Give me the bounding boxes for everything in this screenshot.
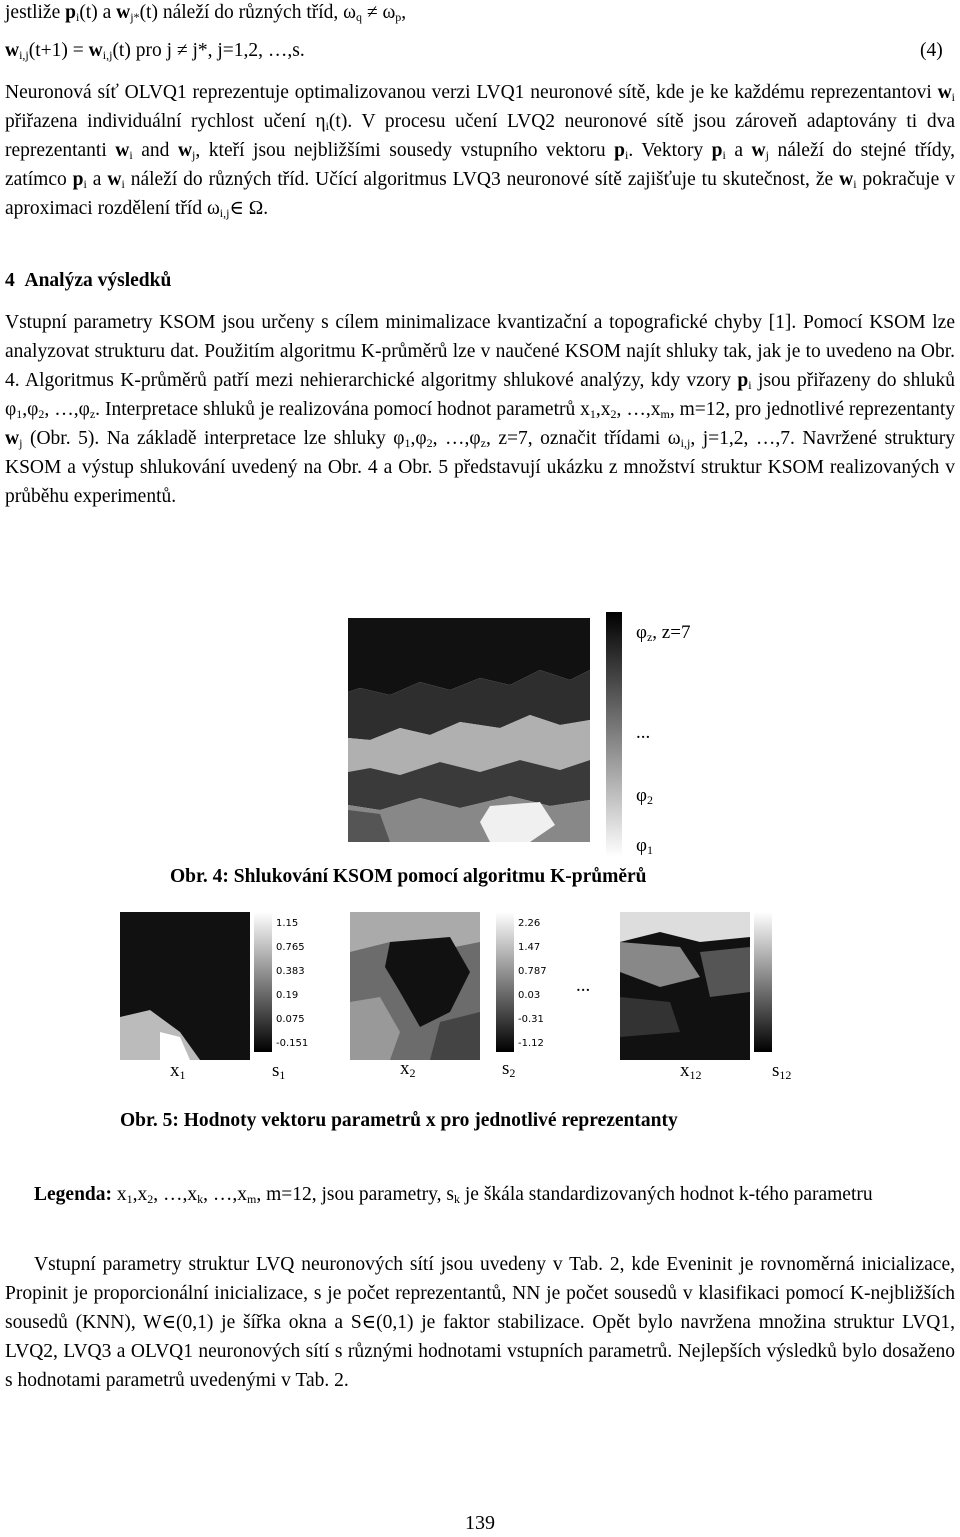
paragraph-lvq: Vstupní parametry struktur LVQ neuronových sítí jsou uvedeny v Tab. 2, kde Eveninit je rovnoměrná inicializace, Propinit je proporcionální inicializace, s je počet reprezentantů, NN je počet sousedů v klasifikaci pomocí K-nejbližších sousedů (KNN), W∈(0,1) je šířka okna a S∈(0,1) je faktor stabilizace. Opět bylo navržena množina struktur LVQ1, LVQ2, LVQ3 a OLVQ1 neuronových sítí s různými hodnotami vstupních parametrů. Nejlepších výsledků bylo dosaženo s hodnotami parametrů uvedenými v Tab. 2. xyxy=(5,1254,955,1391)
figure-5-caption: Obr. 5: Hodnoty vektoru parametrů x pro jednotlivé reprezentanty xyxy=(120,1110,678,1131)
scale-labels-s2: 2.26 1.47 0.787 0.03 -0.31 -1.12 xyxy=(518,918,547,1049)
legend-paragraph: Legenda: $x_1,x_2$, $\dots,x_k$, $\dots,x_m$, m=12, jsou parametry, $s_k$ je škála standardizovaných hodnot k-tého parametru xyxy=(34,1184,873,1206)
section-heading: 4 Analýza výsledků xyxy=(5,270,172,291)
scale-labels-s1: 1.15 0.765 0.383 0.19 0.075 -0.151 xyxy=(276,918,309,1049)
paragraph-ksom: Vstupní parametry KSOM jsou určeny s cílem minimalizace kvantizační a topografické chyby [1]. Pomocí KSOM lze analyzovat strukturu dat. Použitím algoritmu K-průměrů lze v naučené KSOM najít shluky tak, jak je to uvedeno na Obr. 4. Algoritmus K-průměrů patří mezi nehierarchické algoritmy shlukové analýzy, kdy vzory $p_i$ jsou přiřazeny do shluků $\varphi_1,\varphi_2$, $\dots,\varphi_z$. Interpretace shluků je realizována pomocí hodnot parametrů $x_1,x_2$, $\dots,x_m$, m=12, pro jednotlivé reprezentanty $w_j$ (Obr. 5). Na základě interpretace lze shluky $\varphi_1,\varphi_2$, $\dots,\varphi_z$, z=7, označit třídami $\omega_{i,j}$, j=1,2, …,7. Navržené struktury KSOM a výstup shlukování uvedený na Obr. 4 a Obr. 5 představují ukázku z množství struktur KSOM realizovaných v průběhu experimentů. xyxy=(5,312,955,507)
parameter-map-x12 xyxy=(620,912,750,1060)
formula-line-1: jestliže $p_i(t)$ a $w_{j*}(t)$ náleží do různých tříd, $\omega_q \ne \omega_p$, xyxy=(5,2,407,24)
legend-phi-z: $\varphi_z$, z=7 xyxy=(636,622,691,644)
formula-line-2: $w_{i,j}(t+1) = w_{i,j}(t)$ pro j ≠ j*, j=1,2, …,s. xyxy=(5,40,305,62)
legend-phi-1: $\varphi_1$ xyxy=(636,835,653,857)
parameter-map-x1 xyxy=(120,912,300,1060)
grayscale-colorbar xyxy=(606,612,622,857)
parameter-map-x2 xyxy=(350,912,480,1060)
label-x12: $x_{12}$ xyxy=(680,1060,702,1082)
page-number: 139 xyxy=(465,1512,495,1534)
paragraph-olvq: Neuronová síť OLVQ1 reprezentuje optimalizovanou verzi LVQ1 neuronové sítě, kde je ke každému reprezentantovi $w_i$ přiřazena individuální rychlost učení $\eta_i(t)$. V procesu učení LVQ2 neuronové sítě jsou zároveň adaptovány ti dva reprezentanti $w_i$ and $w_j$, kteří jsou nejbližšími sousedy vstupního vektoru $p_i$. Vektory $p_i$ a $w_j$ náleží do stejné třídy, zatímco $p_i$ a $w_i$ náleží do různých tříd. Učící algoritmus LVQ3 neuronové sítě zajišťuje tu skutečnost, že $w_i$ pokračuje v aproximaci rozdělení tříd $\omega_{i,j}\in$ Ω. xyxy=(5,82,956,220)
scale-bar-s2 xyxy=(496,912,514,1052)
label-s1: $s_1$ xyxy=(272,1060,286,1082)
legend-dots: ... xyxy=(636,722,651,743)
scale-bar-s12 xyxy=(754,912,772,1052)
legend-phi-2: $\varphi_2$ xyxy=(636,785,653,807)
cluster-map-figure xyxy=(340,610,600,850)
label-x2: $x_2$ xyxy=(400,1058,416,1080)
figure-ellipsis: ... xyxy=(576,975,591,996)
label-s12: $s_{12}$ xyxy=(772,1060,792,1082)
equation-number: (4) xyxy=(920,40,943,61)
label-s2: $s_2$ xyxy=(502,1058,516,1080)
label-x1: $x_1$ xyxy=(170,1060,186,1082)
scale-bar-s1 xyxy=(254,912,272,1052)
figure-4-caption: Obr. 4: Shlukování KSOM pomocí algoritmu K-průměrů xyxy=(170,866,647,887)
